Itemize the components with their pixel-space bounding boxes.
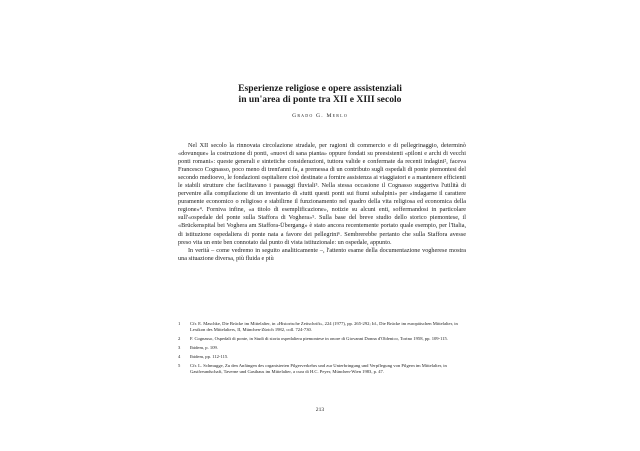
footnote-text: F. Cognasso, Ospedali di ponte, in Studi di storia ospedaliera piemontese in onore di Giovanni Donna d'Oldenico, Torino 1958, pp. 109-115. bbox=[190, 336, 448, 341]
body-paragraph: Nel XII secolo la rinnovata circolazione stradale, per ragioni di commercio e di pellegrinaggio, determinò «dovunque» la costruzione di ponti, «nuovi di sana pianta» oppure fondati su preesistenti «piloni e archi di vecchi ponti romani»: queste generali e sintetiche considerazioni, tuttora valide e confermate da recenti indagini², faceva Francesco Cognasso, poco meno di trent'anni fa, a premessa di un contributo sugli ospedali di ponte piemontesi del secondo medioevo, le fondazioni ospitaliere cioè destinate a fornire assistenza ai viaggiatori e a mantenere efficienti le stabili strutture che facilitavano i passaggi fluviali³. Nella stessa occasione il Cognasso suggeriva l'utilità di pervenire alla compilazione di un inventario di «tutti questi ponti sui fiumi subalpini» per «indagarne il carattere puramente economico o religioso e stabilirne il funzionamento nel quadro della vita religiosa ed economica della regione»⁴. Forniva infine, «a titolo di esemplificazione», notizie su alcuni enti, soffermandosi in particolare sull'«ospedale del ponte sulla Staffora di Voghera»⁵. Sulla base del breve studio dello storico piemontese, il «Brückenspital bei Voghera am Staffora-Übergang» è stato ancora recentemente portato quale esempio, per l'Italia, di istituzione ospedaliera di ponte nata a favore dei pellegrini⁶. Sembrerebbe pertanto che sulla Staffora avesse preso vita un ente ben connotato dal punto di vista istituzionale: un ospedale, appunto. bbox=[178, 142, 466, 246]
title-line-1: Esperienze religiose e opere assistenziali bbox=[238, 83, 402, 94]
article-title bbox=[0, 83, 640, 105]
footnote bbox=[178, 336, 466, 342]
footnote-text: Ibidem, p. 109. bbox=[190, 345, 218, 350]
footnote-text: Cfr. E. Maschke, Die Brücke im Mittelalter, in «Historische Zeitschrift», 224 (1977), pp. 265-292; Id., Die Brücke im europäischen Mittelalter, in Lexikon des Mittelalters, II, München-Zürich 1982, coll. 724-730. bbox=[190, 321, 458, 332]
footnote-text: Cfr. L. Schmugge, Zu den Anfängen des organisierten Pilgerverkehrs und zur Unterbringung und Verpflegung von Pilgern im Mittelalter, in Gastfreundschaft, Taverne und Gasthaus im Mittelalter, a cura di H.C. Peyer, München-Wien 1983, p. 47. bbox=[190, 363, 447, 374]
footnote bbox=[178, 321, 466, 333]
body-paragraph: In verità – come vedremo in seguito analiticamente –, l'attento esame della documentazione vogherese mostra una situazione diversa, più fluida e più bbox=[178, 246, 466, 262]
footnote-text: Ibidem, pp. 112-115. bbox=[190, 354, 229, 359]
author-name: Grado G. Merlo bbox=[292, 113, 348, 119]
body-text bbox=[178, 142, 466, 263]
footnote bbox=[178, 345, 466, 351]
page-number: 213 bbox=[315, 407, 325, 413]
footnote bbox=[178, 363, 466, 375]
footnote-number: 2 bbox=[178, 336, 181, 341]
footnote-number: 4 bbox=[178, 354, 181, 359]
title-line-2: in un'area di ponte tra XII e XIII secolo bbox=[238, 94, 402, 105]
footnotes bbox=[178, 321, 466, 378]
footnote-number: 5 bbox=[178, 363, 181, 368]
footnote-number: 1 bbox=[178, 321, 181, 326]
footnote bbox=[178, 354, 466, 360]
footnote-number: 3 bbox=[178, 345, 181, 350]
